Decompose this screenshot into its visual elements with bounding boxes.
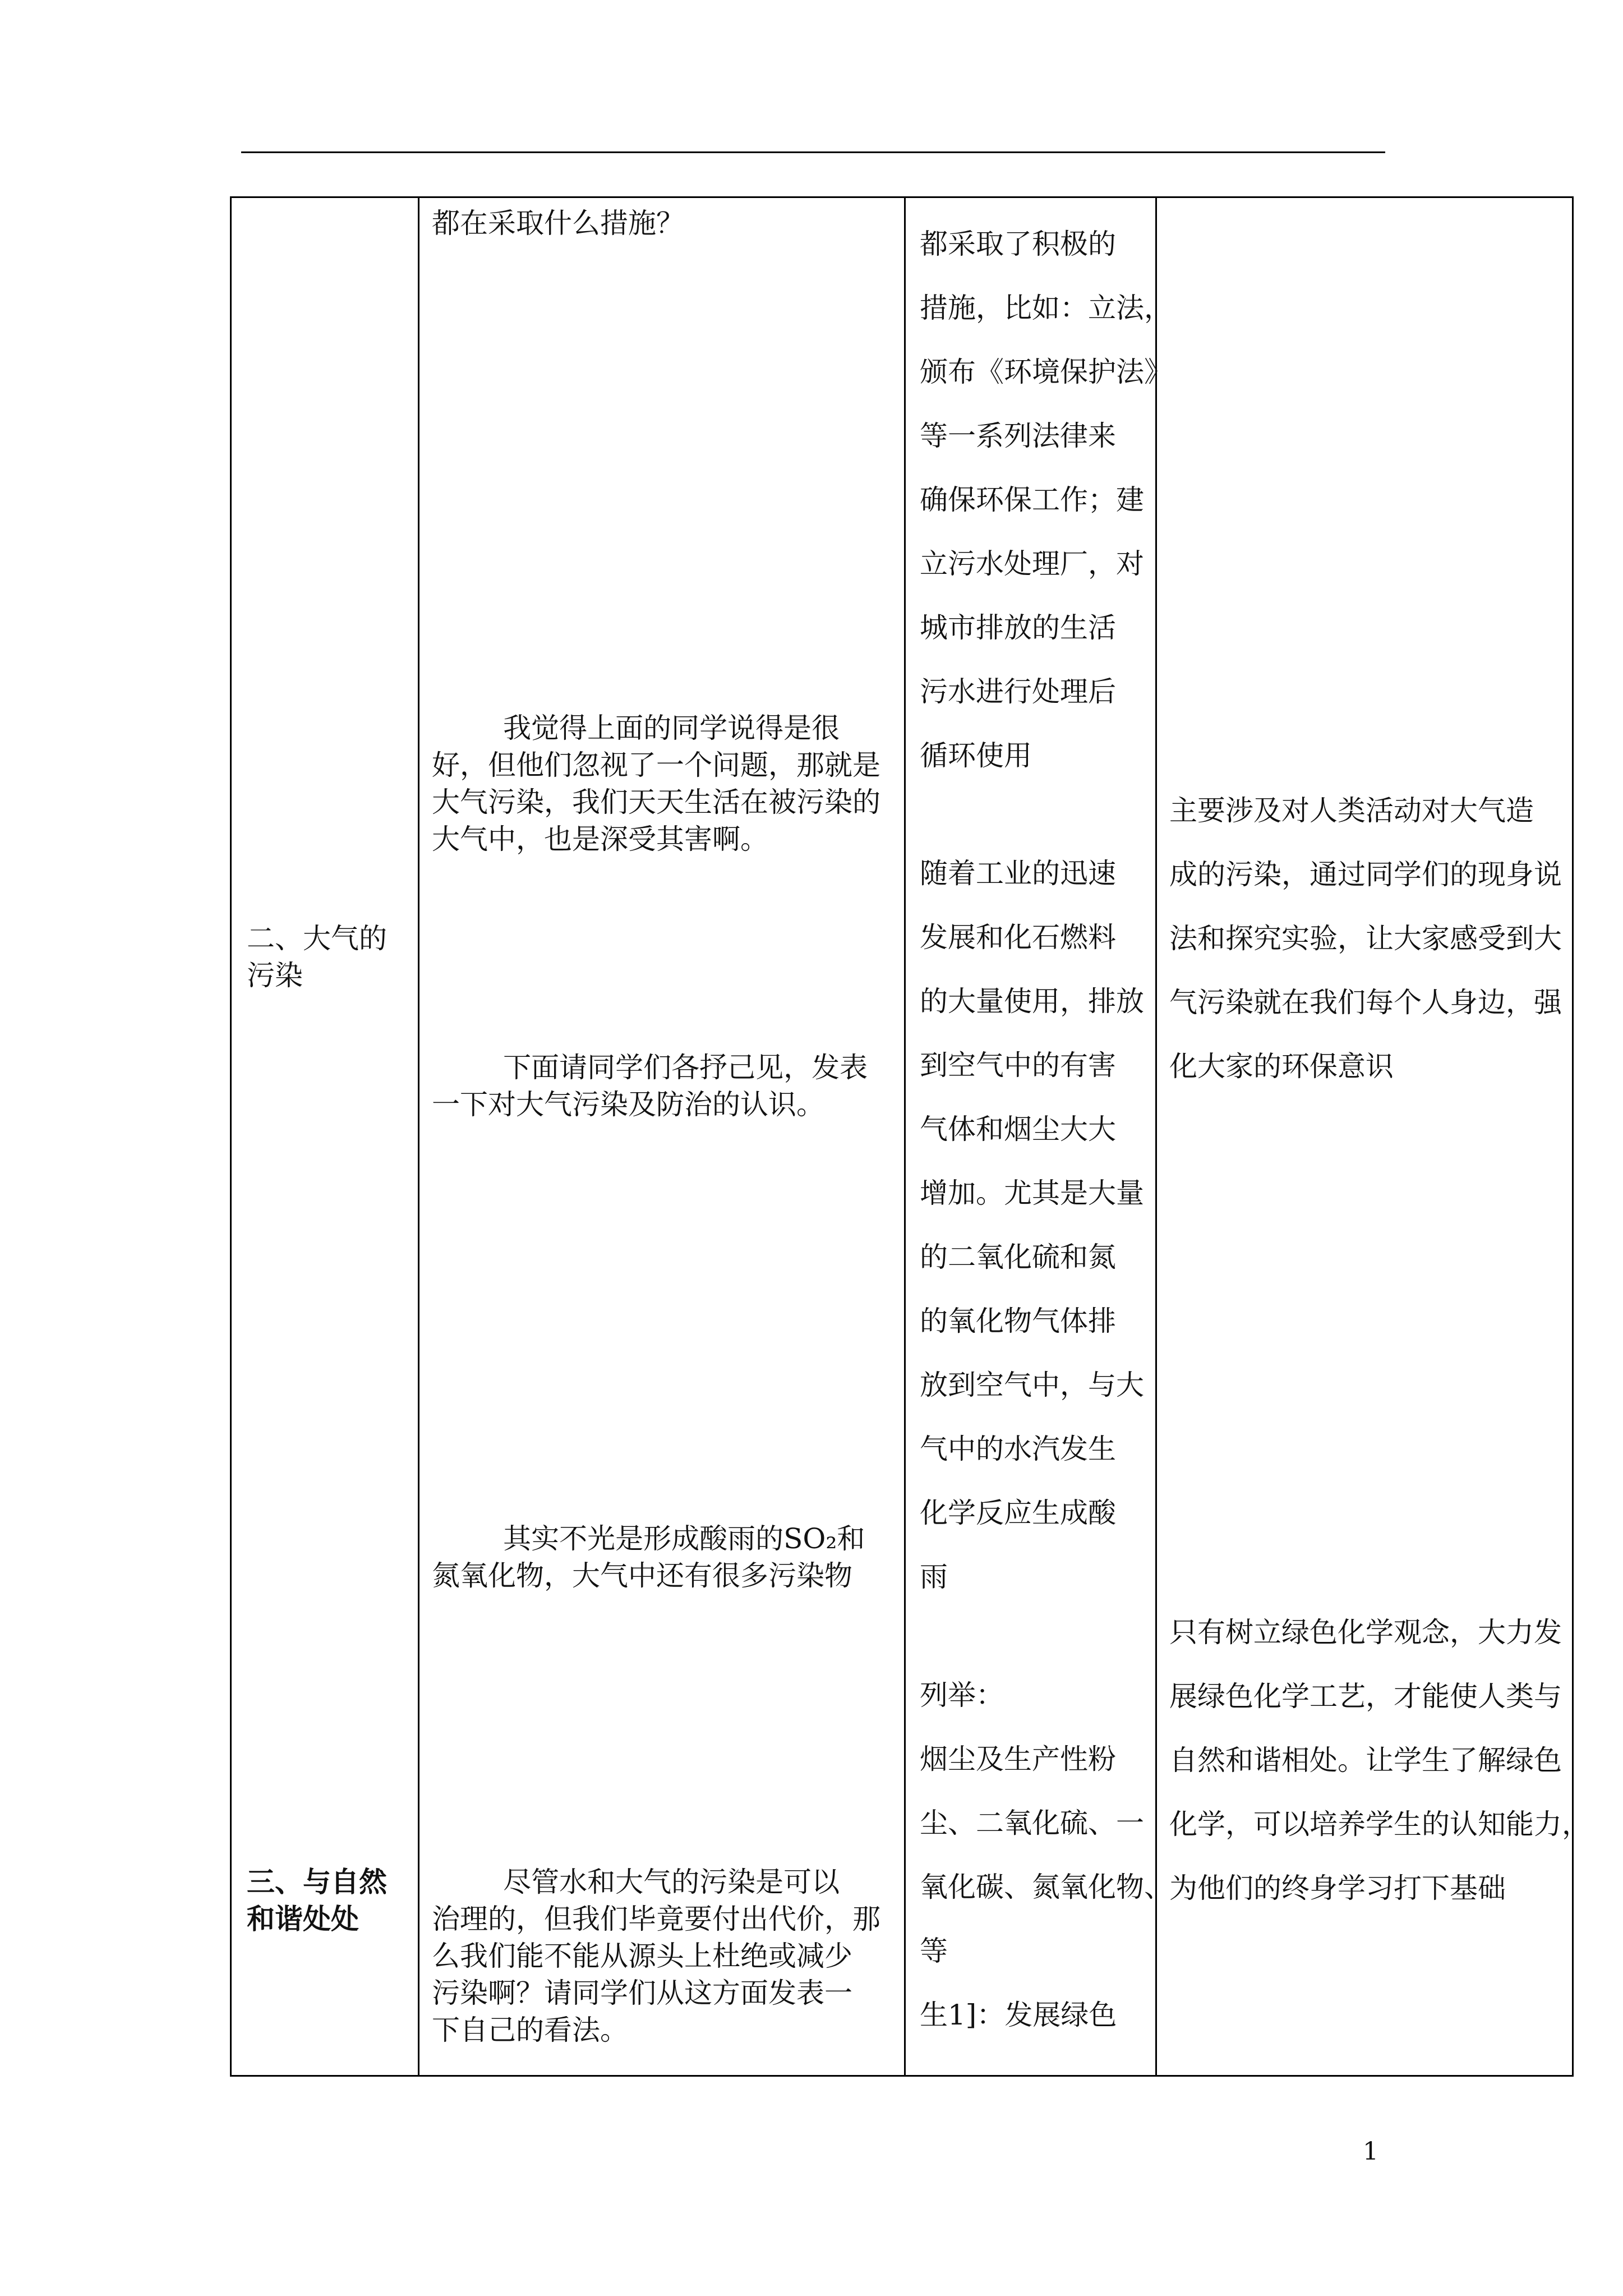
teacher-text: 尽管水和大气的污染是可以 治理的，但我们毕竟要付出代价，那 么我们能不能从源头上杜绝或减少 污染啊？请同学们从这方面发表一 下自己的看法。 — [432, 1866, 880, 2046]
design-intent-text: 主要涉及对人类活动对大气造 成的污染，通过同学们的现身说 法和探究实验，让大家感受到大 气污染就在我们每个人身边，强 化大家的环保意识 — [1169, 794, 1562, 1083]
teacher-text: 下面请同学们各抒己见，发表 一下对大气污染及防治的认识。 — [432, 1051, 868, 1121]
design-intent-text: 只有树立绿色化学观念，大力发 展绿色化学工艺，才能使人类与 自然和谐相处。让学生了解绿色 化学，可以培养学生的认知能力， 为他们的终身学习打下基础 — [1169, 1616, 1590, 1904]
student-text: 都采取了积极的 措施，比如：立法， 颁布《环境保护法》 等一系列法律来 确保环保工作；建 立污水处理厂，对 城市排放的生活 污水进行处理后 循环使用 — [920, 228, 1172, 772]
teacher-text: 都在采取什么措施？ — [432, 207, 684, 240]
teacher-text: 其实不光是形成酸雨的SO₂和 氮氧化物，大气中还有很多污染物 — [432, 1522, 865, 1592]
student-text: 随着工业的迅速 发展和化石燃料 的大量使用，排放 到空气中的有害 气体和烟尘大大 增加。尤其是大量 的二氧化硫和氮 的氧化物气体排 放到空气中，与大 气中的水汽发生 化学反应生成酸 雨 — [920, 857, 1144, 1593]
header-rule — [241, 151, 1385, 153]
column-divider — [418, 196, 419, 2077]
page-number: 1 — [1363, 2137, 1378, 2166]
section-heading-air-pollution: 二、大气的 污染 — [247, 922, 387, 992]
teacher-text: 我觉得上面的同学说得是很 好，但他们忽视了一个问题，那就是 大气污染，我们天天生活在被污染的 大气中，也是深受其害啊。 — [432, 712, 880, 855]
section-heading-harmony: 三、与自然 和谐处处 — [247, 1865, 387, 1935]
column-divider — [904, 196, 906, 2077]
student-text: 列举： 烟尘及生产性粉 尘、二氧化硫、一 氧化碳、氮氧化物、 等 生1]：发展绿色 — [920, 1679, 1172, 2031]
